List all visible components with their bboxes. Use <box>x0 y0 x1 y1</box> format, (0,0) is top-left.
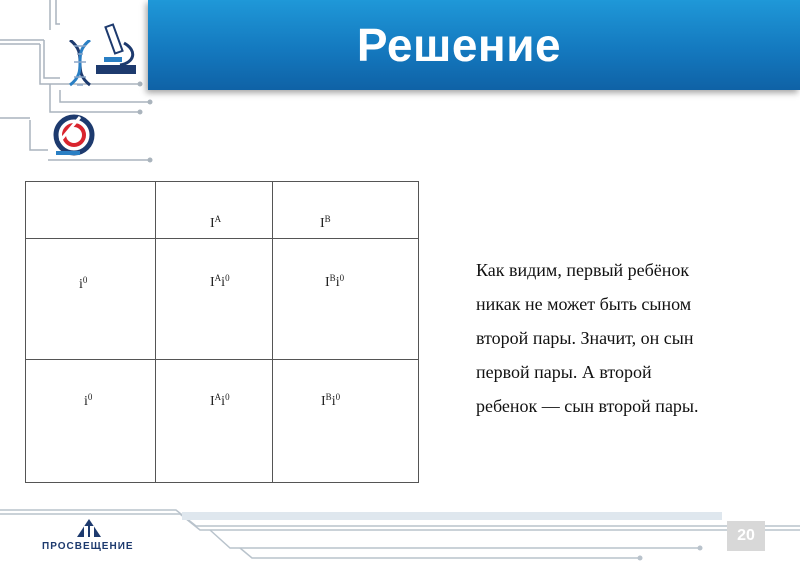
text-line: ребенок — сын второй пары. <box>476 396 699 416</box>
table-cell <box>156 360 273 483</box>
row-label: $i^0$ <box>84 392 93 409</box>
table-cell <box>156 182 273 239</box>
row-label: $i^0$ <box>79 275 88 292</box>
table-row <box>26 182 419 239</box>
table-cell <box>26 182 156 239</box>
table-cell <box>273 239 419 360</box>
genotype-value: $I^Bi^0$ <box>325 273 345 290</box>
publisher-logo-icon <box>50 111 98 159</box>
table-row <box>26 360 419 483</box>
page-title: Решение <box>356 19 562 71</box>
table-cell <box>156 239 273 360</box>
footer-decoration <box>0 508 800 565</box>
text-line: второй пары. Значит, он сын <box>476 328 694 348</box>
table-cell <box>273 182 419 239</box>
genotype-table <box>25 181 419 483</box>
genotype-value: $I^Ai^0$ <box>210 392 230 409</box>
text-line: Как видим, первый ребёнок <box>476 260 690 280</box>
genotype-value: $I^Ai^0$ <box>210 273 230 290</box>
genotype-value: $I^Bi^0$ <box>321 392 341 409</box>
text-line: первой пары. А второй <box>476 362 652 382</box>
table-row <box>26 239 419 360</box>
brand-name: ПРОСВЕЩЕНИЕ <box>42 541 134 552</box>
microscope-icon <box>90 23 140 78</box>
table-cell <box>26 360 156 483</box>
explanation-text <box>476 253 776 423</box>
brand-logo-icon <box>75 517 103 539</box>
header-cell-a: $I^A$ <box>210 214 222 231</box>
table-cell <box>273 360 419 483</box>
header-cell-b: $I^B$ <box>320 214 331 231</box>
page-number: 20 <box>727 521 765 551</box>
table-cell <box>26 239 156 360</box>
text-line: никак не может быть сыном <box>476 294 692 314</box>
title-banner <box>148 0 800 90</box>
